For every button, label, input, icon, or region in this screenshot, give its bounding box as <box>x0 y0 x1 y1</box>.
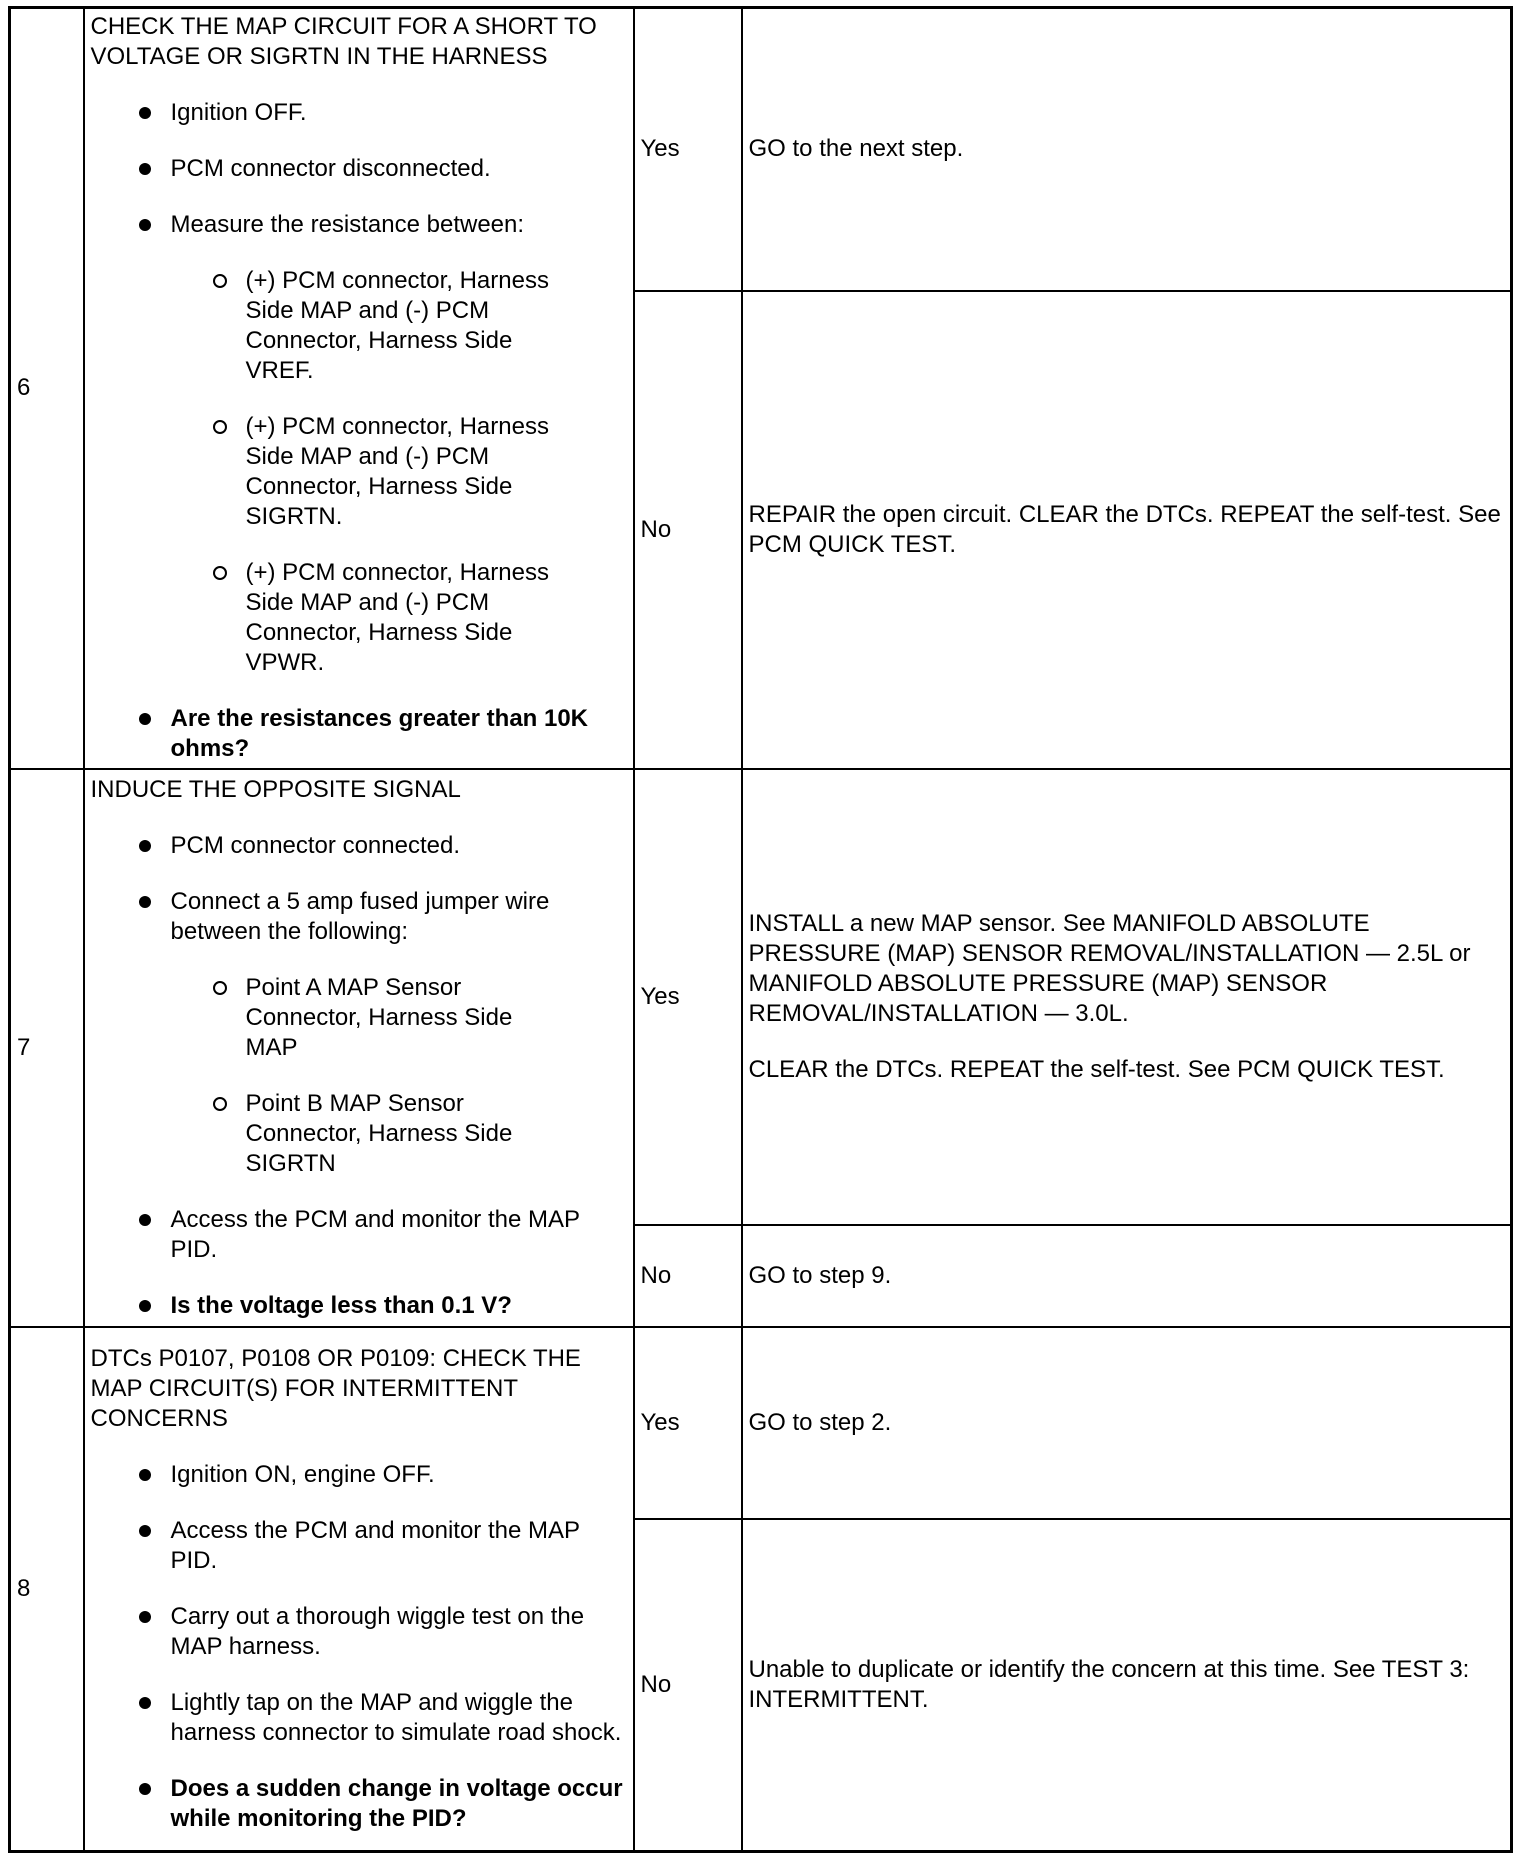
yes-action <box>742 1327 1512 1519</box>
step-8-yes-row <box>10 1327 1512 1519</box>
question: Does a sudden change in voltage occur while monitoring the PID? <box>91 1774 627 1834</box>
yes-action <box>742 8 1512 291</box>
bullet: Connect a 5 amp fused jumper wire between the following: <box>91 887 627 947</box>
step-8-test-cell <box>84 1327 634 1852</box>
step-7-test-cell <box>84 769 634 1327</box>
test-bullets-after <box>91 1205 627 1321</box>
no-label: No <box>634 1519 742 1852</box>
test-bullets <box>91 1460 627 1834</box>
bullet: PCM connector connected. <box>91 831 627 861</box>
step-number: 7 <box>10 769 84 1327</box>
step-7-yes-row <box>10 769 1512 1225</box>
bullet: Carry out a thorough wiggle test on the MAP harness. <box>91 1602 627 1662</box>
no-action <box>742 291 1512 769</box>
yes-label: Yes <box>634 1327 742 1519</box>
yes-label: Yes <box>634 8 742 291</box>
step-number: 8 <box>10 1327 84 1852</box>
step-heading: DTCs P0107, P0108 OR P0109: CHECK THE MAP CIRCUIT(S) FOR INTERMITTENT CONCERNS <box>90 1344 581 1432</box>
action-text: GO to the next step. <box>748 135 964 163</box>
step-heading: CHECK THE MAP CIRCUIT FOR A SHORT TO VOLTAGE OR SIGRTN IN THE HARNESS <box>90 13 597 71</box>
sub-bullet: Point B MAP Sensor Connector, Harness Side SIGRTN <box>91 1089 566 1179</box>
question-list <box>91 704 627 764</box>
action-text: INSTALL a new MAP sensor. See MANIFOLD ABSOLUTE PRESSURE (MAP) SENSOR REMOVAL/INSTALLATION — 2.5L or MANIFOLD ABSOLUTE PRESSURE (MAP) SENSOR REMOVAL/INSTALLATION — 3.0L. <box>748 909 1471 1027</box>
sub-bullet: Point A MAP Sensor Connector, Harness Side MAP <box>91 973 566 1063</box>
test-bullets <box>91 831 627 947</box>
bullet: Ignition OFF. <box>91 98 627 128</box>
sub-bullets <box>91 973 627 1179</box>
action-text: REPAIR the open circuit. CLEAR the DTCs. REPEAT the self-test. See PCM QUICK TEST. <box>748 500 1501 558</box>
yes-label: Yes <box>634 769 742 1225</box>
sub-bullet: (+) PCM connector, Harness Side MAP and (-) PCM Connector, Harness Side SIGRTN. <box>91 412 566 532</box>
action-text: Unable to duplicate or identify the concern at this time. See TEST 3: INTERMITTENT. <box>748 1655 1470 1713</box>
test-bullets <box>91 98 627 240</box>
bullet: Access the PCM and monitor the MAP PID. <box>91 1205 627 1265</box>
bullet: PCM connector disconnected. <box>91 154 627 184</box>
action-text: GO to step 9. <box>748 1261 892 1289</box>
step-number: 6 <box>10 8 84 769</box>
step-6-test-cell <box>84 8 634 769</box>
sub-bullet: (+) PCM connector, Harness Side MAP and (-) PCM Connector, Harness Side VPWR. <box>91 558 566 678</box>
no-label: No <box>634 1225 742 1327</box>
action-text: GO to step 2. <box>748 1408 892 1436</box>
bullet: Ignition ON, engine OFF. <box>91 1460 627 1490</box>
yes-action <box>742 769 1512 1225</box>
action-text-2: CLEAR the DTCs. REPEAT the self-test. See PCM QUICK TEST. <box>748 1055 1445 1083</box>
step-6-yes-row <box>10 8 1512 291</box>
question: Is the voltage less than 0.1 V? <box>91 1291 627 1321</box>
bullet: Access the PCM and monitor the MAP PID. <box>91 1516 627 1576</box>
bullet: Lightly tap on the MAP and wiggle the harness connector to simulate road shock. <box>91 1688 627 1748</box>
no-label: No <box>634 291 742 769</box>
diagnostic-table <box>8 6 1513 1853</box>
question: Are the resistances greater than 10K ohms? <box>91 704 627 764</box>
sub-bullets <box>91 266 627 678</box>
no-action <box>742 1519 1512 1852</box>
bullet: Measure the resistance between: <box>91 210 627 240</box>
sub-bullet: (+) PCM connector, Harness Side MAP and (-) PCM Connector, Harness Side VREF. <box>91 266 566 386</box>
step-heading: INDUCE THE OPPOSITE SIGNAL <box>90 775 461 803</box>
no-action <box>742 1225 1512 1327</box>
